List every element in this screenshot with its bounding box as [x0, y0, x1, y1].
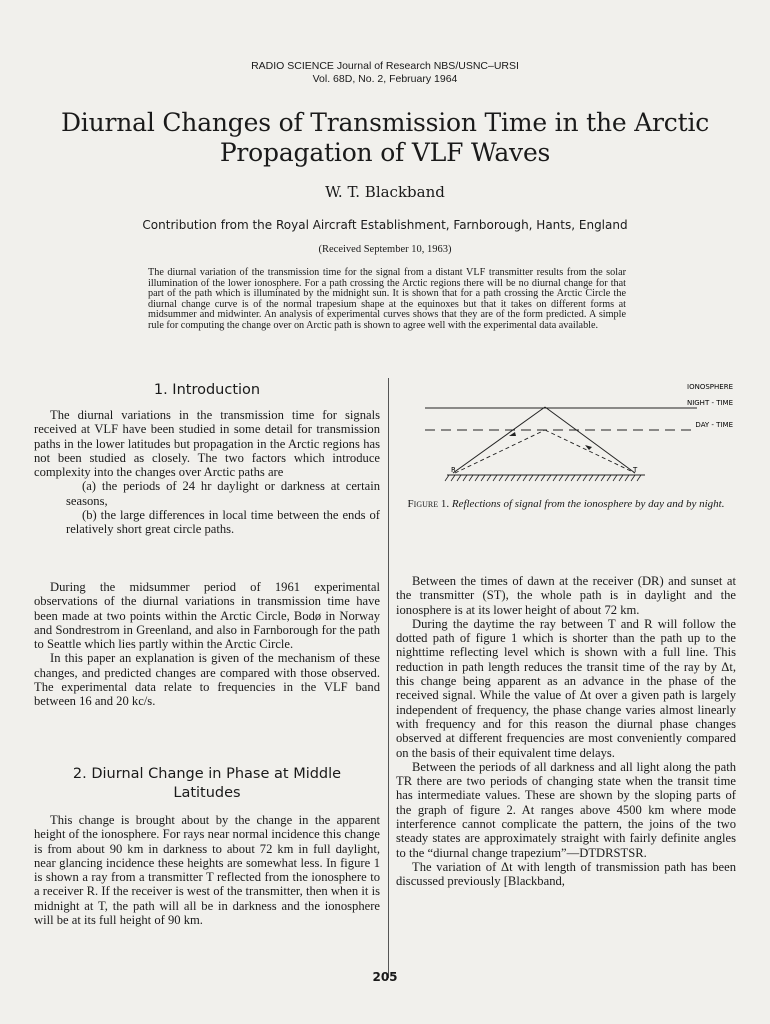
label-receiver: R [451, 466, 456, 474]
page-number: 205 [372, 970, 398, 984]
section-2-heading-line-1: 2. Diurnal Change in Phase at Middle [72, 766, 342, 782]
ground-hatching [445, 475, 641, 481]
section-1-paragraph: During the midsummer period of 1961 experimental observations of the diurnal variations in transmission time have been made at two points within the Arctic Circle, Bodø in Norway and Sondrestrom in Greenland, and also in Farnborough for the path to Seattle which lies partly within the Arctic Circle. [34, 580, 380, 652]
section-1-paragraph: The diurnal variations in the transmission time for signals received at VLF have been studied in some detail for transmission paths in the lower latitudes but propagation in the Arctic regions has not been studied as closely. The two factors which introduce complexity into the changes over Arctic paths are [34, 408, 380, 480]
journal-line-2: Vol. 68D, No. 2, February 1964 [312, 73, 458, 85]
section-1-heading: 1. Introduction [153, 382, 261, 398]
section-2-body [34, 813, 380, 927]
paper-title [40, 108, 730, 168]
label-day-time: DAY - TIME [695, 421, 733, 429]
journal-line-1: RADIO SCIENCE Journal of Research NBS/USNC–URSI [251, 60, 519, 72]
right-column-body [396, 574, 736, 889]
title-line-1: Diurnal Changes of Transmission Time in the Arctic [60, 108, 710, 137]
night-ray-down [545, 407, 635, 473]
section-1-paragraph: In this paper an explanation is given of the mechanism of these changes, and predicted changes are compared with those observed. The experimental data relate to frequencies in the VLF band between 16 and 20 kc/s. [34, 651, 380, 709]
section-2-heading [34, 765, 380, 803]
body-paragraph: The variation of Δt with length of transmission path has been discussed previously [Blackband, [396, 859, 736, 889]
section-1-body [34, 408, 380, 537]
list-item-b: (b) the large differences in local time between the ends of relatively short great circle paths. [66, 508, 380, 537]
section-1-body-continued [34, 580, 380, 709]
label-night-time: NIGHT - TIME [686, 399, 733, 407]
title-line-2: Propagation of VLF Waves [219, 138, 551, 167]
caption-label: Figure 1. [407, 498, 450, 510]
journal-header [0, 60, 770, 86]
figure-1 [395, 380, 740, 490]
column-divider [388, 378, 389, 978]
received-date: (Received September 10, 1963) [318, 244, 452, 255]
body-paragraph: Between the times of dawn at the receiver (DR) and sunset at the transmitter (ST), the whole path is in daylight and the ionosphere is at its lower height of about 72 km. [396, 574, 736, 617]
body-paragraph: During the daytime the ray between T and R will follow the dotted path of figure 1 which is shorter than the path up to the nighttime reflecting level which is shown with a full line. This reduction in path length reduces the transit time of the ray by Δt, this change being apparent as an advance in the phase of the received signal. While the value of Δt over a given path is largely independent of frequency, the phase change varies almost linearly with frequency and for this reason the diurnal phase changes observed at different frequencies are most conveniently compared on the basis of their equivalent time delays. [396, 616, 736, 760]
day-ray-down [545, 430, 635, 473]
figure-1-diagram [395, 380, 740, 490]
section-2-paragraph: This change is brought about by the change in the apparent height of the ionosphere. For rays near normal incidence this change is from about 90 km in darkness to about 72 km in full daylight, near glancing incidence these heights are somewhat less. In figure 1 is shown a ray from a transmitter T reflected from the ionosphere to a receiver R. If the receiver is west of the transmitter, then when it is midnight at T, the path will all be in darkness and the ionosphere will be at its full height of 90 km. [34, 813, 380, 928]
body-paragraph: Between the periods of all darkness and all light along the path TR there are two periods of changing state when the transit time has intermediate values. These are shown by the sloping parts of the graph of figure 2. At ranges above 4500 km where mode interference cannot complicate the pattern, the joins of the two steady states are approximately straight with fairly definite angles to the “diurnal change trapezium”—DTDRSTSR. [396, 759, 736, 860]
list-item-a: (a) the periods of 24 hr daylight or darkness at certain seasons, [66, 479, 380, 508]
label-transmitter: T [633, 466, 638, 474]
night-ray-up [453, 407, 545, 473]
abstract: The diurnal variation of the transmission time for the signal from a distant VLF transmitter results from the solar illumination of the lower ionosphere. For a path crossing the Arctic regions there will be no diurnal change for that part of the path which is illuminated by the midnight sun. It is shown that for a path crossing the Arctic Circle the diurnal change curve is of the normal trapesium shape at the equinoxes but that it takes on different forms at midsummer and midwinter. An analysis of experimental curves shows that they are of the form predicted. A simple rule for computing the change over on Arctic path is shown to agree well with the experimental data available. [148, 267, 626, 331]
affiliation: Contribution from the Royal Aircraft Establishment, Farnborough, Hants, England [142, 218, 628, 232]
figure-1-caption [396, 498, 736, 511]
label-ionosphere: IONOSPHERE [687, 383, 733, 391]
caption-text: Reflections of signal from the ionosphere by day and by night. [451, 498, 725, 510]
author: W. T. Blackband [325, 183, 445, 201]
day-ray-up [455, 430, 545, 473]
section-2-heading-line-2: Latitudes [173, 785, 241, 801]
